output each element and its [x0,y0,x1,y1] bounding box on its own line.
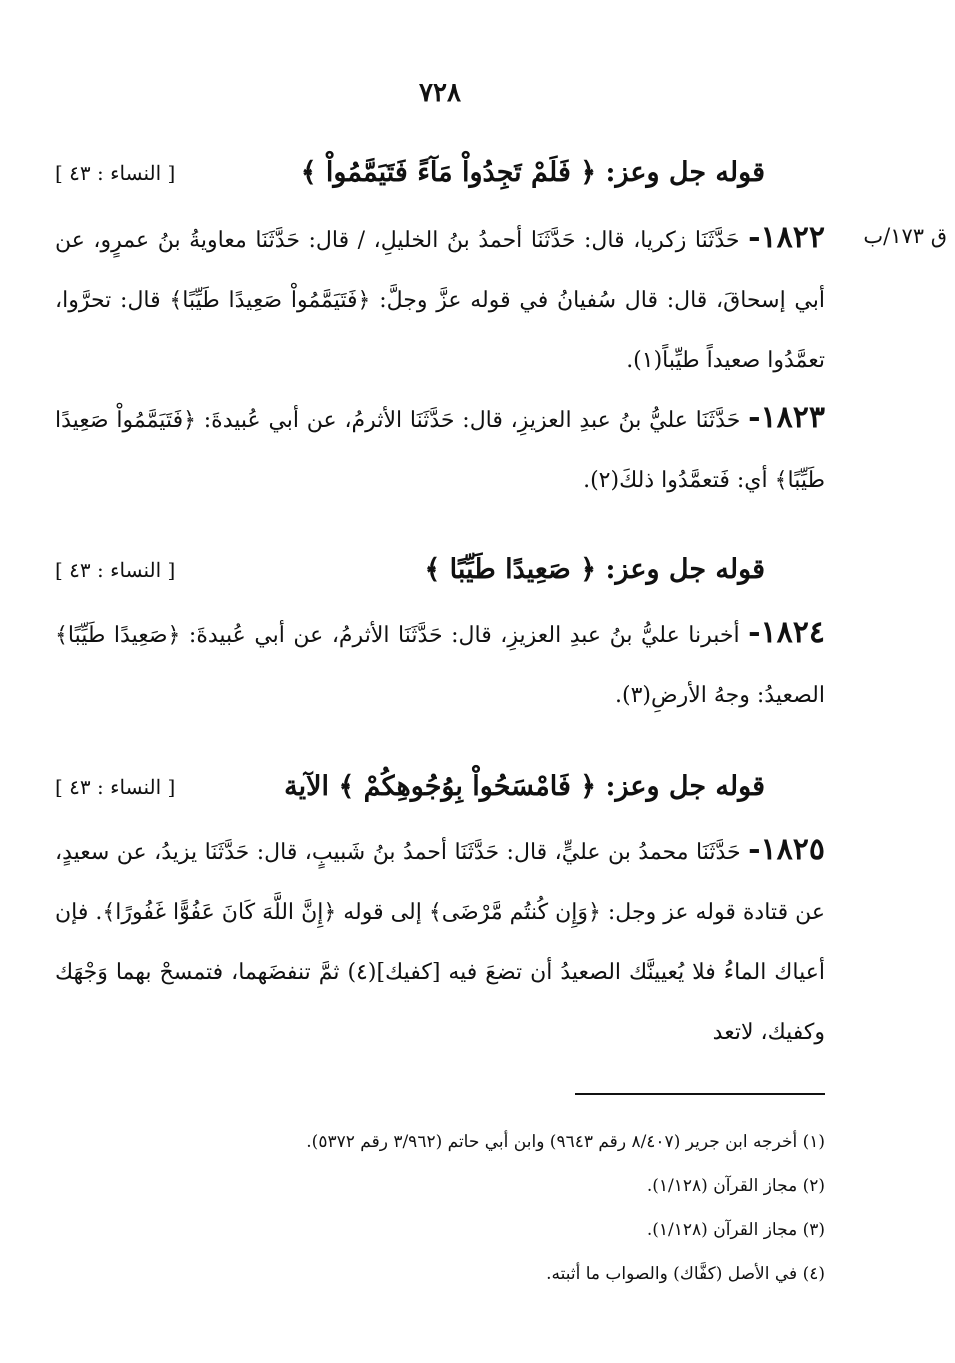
hadith-number: ١٨٢٤- [748,615,825,650]
section-heading-2 [55,545,825,595]
quran-verse: ﴿ فَامْسَحُواْ بِوُجُوهِكُمْ ﴾ الآية [284,771,597,802]
hadith-number: ١٨٢٢- [748,220,825,255]
footnote-separator [575,1093,825,1095]
hadith-paragraph-1825 [55,820,825,1063]
quran-verse: ﴿ فَلَمْ تَجِدُواْ مَآءً فَتَيَمَّمُواْ ﴾ [300,157,597,188]
hadith-text: أخبرنا عليُّ بنُ عبدِ العزيزِ، قال: حَدَّثَنَا الأثرمُ، عن أبي عُبيدةَ: ﴿صَعِيدًا طَيِّبًا﴾ الصعيدُ: وجهُ الأرضِ(٣). [55,623,825,708]
hadith-number: ١٨٢٣- [748,400,825,435]
footnote-4: (٤) في الأصل (كفَّاك) والصواب ما أثبته. [546,1264,825,1284]
section-heading-3 [55,762,825,812]
surah-reference: [ النساء : ٤٣ ] [55,775,176,799]
section-heading-1 [55,148,825,198]
heading-lead: قوله جل وعز: [605,554,765,585]
page-number: ٧٢٨ [419,78,461,108]
quran-verse: ﴿ صَعِيدًا طَيِّبًا ﴾ [424,554,597,585]
heading-text [301,148,765,198]
footnote-1: (١) أخرجه ابن جرير (٨/٤٠٧ رقم ٩٦٤٣) وابن أبي حاتم (٣/٩٦٢ رقم ٥٣٧٢). [306,1132,825,1152]
hadith-text: حَدَّثَنَا محمدُ بن عليٍّ، قال: حَدَّثَنَا أحمدُ بنُ شَبيبٍ، قال: حَدَّثَنَا يزيدُ، عن سعيدٍ، عن قتادة قوله عز وجل: ﴿وَإِن كُنتُم مَّرْضَى﴾ إلى قوله ﴿إِنَّ اللَّهَ كَانَ عَفُوًّا غَفُورًا﴾. فإن أعياك الماءُ فلا يُعيينَّك الصعيدُ أن تضعَ فيه [كفيك](٤) ثمَّ تنفضَهما، فتمسحْ بهما وَجْهَك وكفيك، لاتعد [55,840,825,1045]
manuscript-folio-ref: ق ١٧٣/ب [863,224,947,248]
hadith-paragraph-1822 [55,208,825,391]
surah-reference: [ النساء : ٤٣ ] [55,558,176,582]
heading-lead: قوله جل وعز: [605,157,765,188]
hadith-paragraph-1823 [55,388,825,511]
hadith-text: حَدَّثَنَا عليُّ بنُ عبدِ العزيزِ، قال: حَدَّثَنَا الأثرمُ، عن أبي عُبيدةَ: ﴿فَتَيَمَّمُواْ صَعِيدًا طَيِّبًا﴾ أي: فَتعمَّدُوا ذلكَ(٢). [55,408,825,493]
heading-text [284,762,765,812]
heading-text [424,545,765,595]
footnote-3: (٣) مجاز القرآن (١/١٢٨). [646,1220,825,1240]
footnotes [100,1120,825,1296]
surah-reference: [ النساء : ٤٣ ] [55,161,176,185]
footnote-2: (٢) مجاز القرآن (١/١٢٨). [646,1176,825,1196]
hadith-text: حَدَّثَنَا زكريا، قال: حَدَّثَنَا أحمدُ بنُ الخليلِ، / قال: حَدَّثَنَا معاويةُ بنُ عمرٍو، عن أبي إسحاقَ، قال: قال سُفيانُ في قوله عزَّ وجلَّ: ﴿فَتَيَمَّمُواْ صَعِيدًا طَيِّبًا﴾ قال: تحرَّوا، تعمَّدُوا صعيداً طيِّباً(١). [55,228,825,373]
hadith-paragraph-1824 [55,603,825,726]
hadith-number: ١٨٢٥- [748,832,825,867]
heading-lead: قوله جل وعز: [605,771,765,802]
